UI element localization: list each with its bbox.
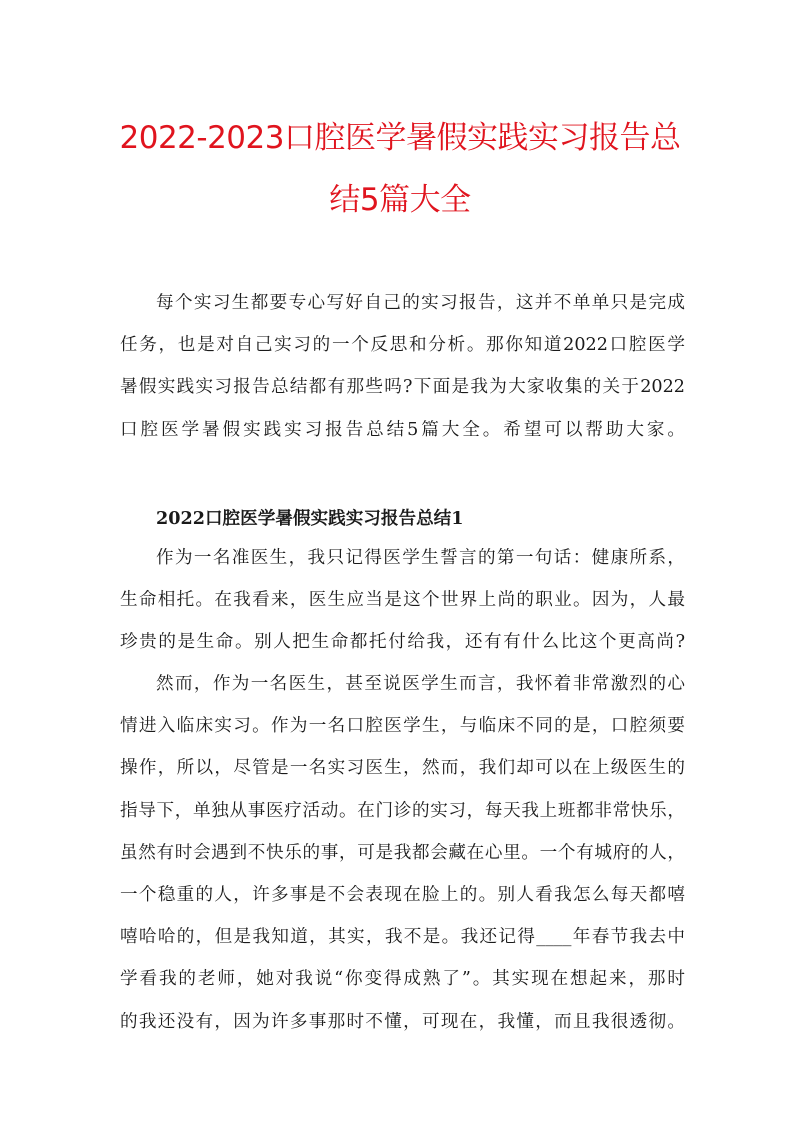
intro-line: 每个实习生都要专心写好自己的实习报告，这并不单单只是完成 xyxy=(156,293,685,313)
paragraph-line: 操作，所以，尽管是一名实习医生，然而，我们却可以在上级医生的 xyxy=(120,758,685,779)
section-heading: 2022口腔医学暑假实践实习报告总结1 xyxy=(156,508,464,529)
body-paragraph-1 xyxy=(120,537,685,664)
body-paragraph-2 xyxy=(120,663,685,1043)
paragraph-line: 作为一名准医生，我只记得医学生誓言的第一句话：健康所系， xyxy=(156,548,685,568)
paragraph-line: 的我还没有，因为许多事那时不懂，可现在，我懂，而且我很透彻。 xyxy=(120,1011,685,1032)
paragraph-line: 指导下，单独从事医疗活动。在门诊的实习，每天我上班都非常快乐， xyxy=(120,800,685,821)
intro-line: 任务，也是对自己实习的一个反思和分析。那你知道2022口腔医学 xyxy=(120,335,685,356)
paragraph-line: 珍贵的是生命。别人把生命都托付给我，还有有什么比这个更高尚? xyxy=(120,632,685,653)
paragraph-line: 一个稳重的人，许多事是不会表现在脸上的。别人看我怎么每天都嘻 xyxy=(120,885,685,906)
intro-paragraph xyxy=(120,282,685,451)
paragraph-line: 嘻哈哈的，但是我知道，其实，我不是。我还记得____年春节我去中 xyxy=(120,927,685,948)
intro-line: 暑假实践实习报告总结都有那些吗?下面是我为大家收集的关于2022 xyxy=(120,377,685,398)
paragraph-line: 学看我的老师，她对我说“你变得成熟了”。其实现在想起来，那时 xyxy=(120,969,685,990)
paragraph-line: 然而，作为一名医生，甚至说医学生而言，我怀着非常激烈的心 xyxy=(156,674,685,694)
paragraph-line: 生命相托。在我看来，医生应当是这个世界上尚的职业。因为，人最 xyxy=(120,590,685,611)
paragraph-line: 虽然有时会遇到不快乐的事，可是我都会藏在心里。一个有城府的人， xyxy=(120,842,685,863)
paragraph-line: 情进入临床实习。作为一名口腔医学生，与临床不同的是，口腔须要 xyxy=(120,716,685,737)
document-title-line2: 结5篇大全 xyxy=(329,182,471,218)
document-title-line1: 2022-2023口腔医学暑假实践实习报告总 xyxy=(119,120,681,156)
intro-line: 口腔医学暑假实践实习报告总结5篇大全。希望可以帮助大家。 xyxy=(120,419,685,440)
